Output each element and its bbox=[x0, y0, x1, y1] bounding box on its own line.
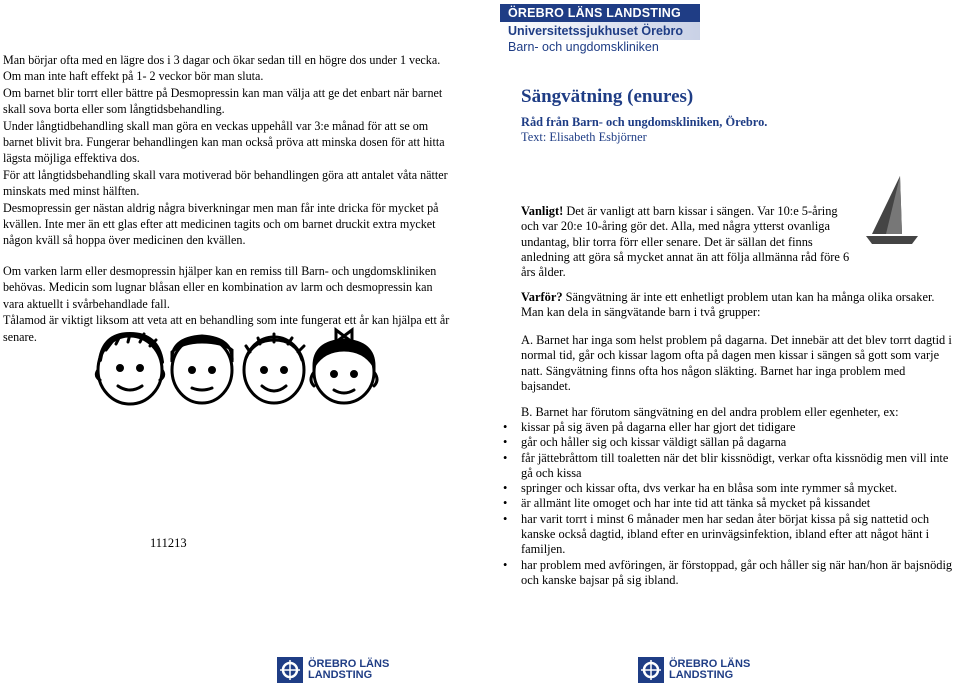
logo-line2: LANDSTING bbox=[669, 669, 734, 681]
paragraph-pause: Under långtidbehandling skall man göra en veckas uppehåll var 3:e månad för att se om barnet blivit bra. Fungerar behandlingen kan man också pröva att minska dosen för att hitta lägsta möjliga effektiva dos. bbox=[3, 118, 445, 166]
child-face-icon bbox=[172, 336, 232, 403]
paragraph-patience: Tålamod är viktigt liksom att veta att en behandling som inte fungerat ett år kan hjälpa ett år senare. bbox=[3, 313, 450, 344]
child-face-icon bbox=[244, 334, 304, 403]
landsting-logo bbox=[277, 654, 389, 686]
list-item: • har problem med avföringen, är förstoppad, går och håller sig när han/hon är bajsnödig och kanske bajsar på sig ibland. bbox=[503, 557, 953, 587]
landsting-logo bbox=[638, 654, 750, 686]
bullet-icon: • bbox=[503, 435, 508, 450]
bullet-icon: • bbox=[503, 450, 508, 465]
bullet-icon: • bbox=[503, 481, 508, 496]
list-item: • kissar på sig även på dagarna eller har gjort det tidigare bbox=[503, 420, 796, 434]
advice-source: Råd från Barn- och ungdomskliniken, Örebro. bbox=[521, 115, 768, 129]
section-why bbox=[521, 290, 951, 321]
bullet-icon: • bbox=[503, 511, 508, 526]
list-item: • får jättebråttom till toaletten när det blir kissnödigt, verkar ofta kissnödig men vill inte gå och kissa bbox=[503, 450, 949, 480]
section-common-text: Det är vanligt att barn kissar i sängen. Var 10:e 5-åring och var 20:e 10-åring gör det. Alla, med några ytterst ovanliga undantag, blir torra förr eller senare. Det är sällan det finns anledning att göra så mycket annat än att följa allmänna råd före 6 års ålder. bbox=[521, 204, 850, 280]
paragraph-dosage: Man börjar ofta med en lägre dos i 3 dagar och ökar sedan till en högre dos under 1 vecka. Om man inte haft effekt på 1- 2 veckor bör man sluta. bbox=[3, 53, 441, 84]
page-number: 111213 bbox=[150, 536, 187, 550]
bullet-icon: • bbox=[503, 420, 508, 434]
list-item: • har varit torrt i minst 6 månader men har sedan åter börjat kissa på sig nattetid och kanske också dagtid, ibland efter en urinvägsinfektion, ibland efter att något hänt i familjen. bbox=[503, 511, 930, 557]
list-item: • springer och kissar ofta, dvs verkar ha en blåsa som inte rymmer så mycket. bbox=[503, 481, 898, 496]
paragraph-referral: Om varken larm eller desmopressin hjälper kan en remiss till Barn- och ungdomskliniken behövas. Medicin som lugnar blåsan eller en kombination av larm och desmopressin kan vara aktuellt i svårbehandlade fall. bbox=[3, 263, 437, 311]
paragraph-side-effects: Desmopressin ger nästan aldrig några biverkningar men man får inte dricka för mycket på kvällen. Inte mer än ett glas efter att medicinen tagits och om barnet druckit extra mycket någon kväll så hoppa över medicinen den kvällen. bbox=[3, 200, 439, 248]
org-header-bar: ÖREBRO LÄNS LANDSTING bbox=[500, 4, 700, 22]
landsting-emblem-icon bbox=[638, 657, 664, 683]
child-face-icon bbox=[311, 330, 377, 403]
section-common-lead: Vanligt! bbox=[521, 204, 564, 218]
group-a-description: A. Barnet har inga som helst problem på dagarna. Det innebär att det blev torrt dagtid i normal tid, går och kissar lagom ofta på dagen men kissar i sängen så gott som varje natt. Sängvätning finns ofta hos någon släkting. Barnet har inga problem med bajsandet. bbox=[521, 333, 952, 393]
section-why-text: Sängvätning är inte ett enhetligt problem utan kan ha många olika orsaker. Man kan dela in sängvätande barn i två grupper: bbox=[521, 290, 935, 320]
group-b-description: B. Barnet har förutom sängvätning en del andra problem eller egenheter, ex: bbox=[521, 405, 899, 419]
section-common bbox=[521, 204, 856, 280]
logo-line1: ÖREBRO LÄNS bbox=[308, 657, 390, 670]
sailboat-icon bbox=[864, 174, 920, 250]
paragraph-motivation: För att långtidsbehandling skall vara motiverad bör behandlingen göra att antalet våta nätter minskats med minst hälften. bbox=[3, 167, 448, 199]
list-item: • är allmänt lite omoget och har inte tid att tänka så mycket på kissandet bbox=[503, 496, 871, 511]
author-line: Text: Elisabeth Esbjörner bbox=[521, 130, 647, 144]
bullet-icon: • bbox=[503, 496, 508, 511]
child-face-icon bbox=[96, 334, 163, 404]
hospital-subheader: Universitetssjukhuset Örebro bbox=[500, 22, 700, 40]
document-title: Sängvätning (enures) bbox=[521, 86, 694, 107]
landsting-emblem-icon bbox=[277, 657, 303, 683]
list-item: • går och håller sig och kissar väldigt sällan på dagarna bbox=[503, 435, 787, 450]
group-b-list bbox=[503, 420, 958, 588]
children-faces-illustration bbox=[92, 320, 382, 410]
logo-line1: ÖREBRO LÄNS bbox=[669, 657, 751, 670]
bullet-icon: • bbox=[503, 557, 508, 572]
clinic-name: Barn- och ungdomskliniken bbox=[508, 40, 659, 54]
logo-line2: LANDSTING bbox=[308, 669, 373, 681]
paragraph-long-term: Om barnet blir torrt eller bättre på Desmopressin kan man välja att ge det enbart när barnet skall sova borta eller som långtidsbehandling. bbox=[3, 85, 443, 117]
section-why-lead: Varför? bbox=[521, 290, 563, 304]
left-column bbox=[3, 52, 451, 345]
